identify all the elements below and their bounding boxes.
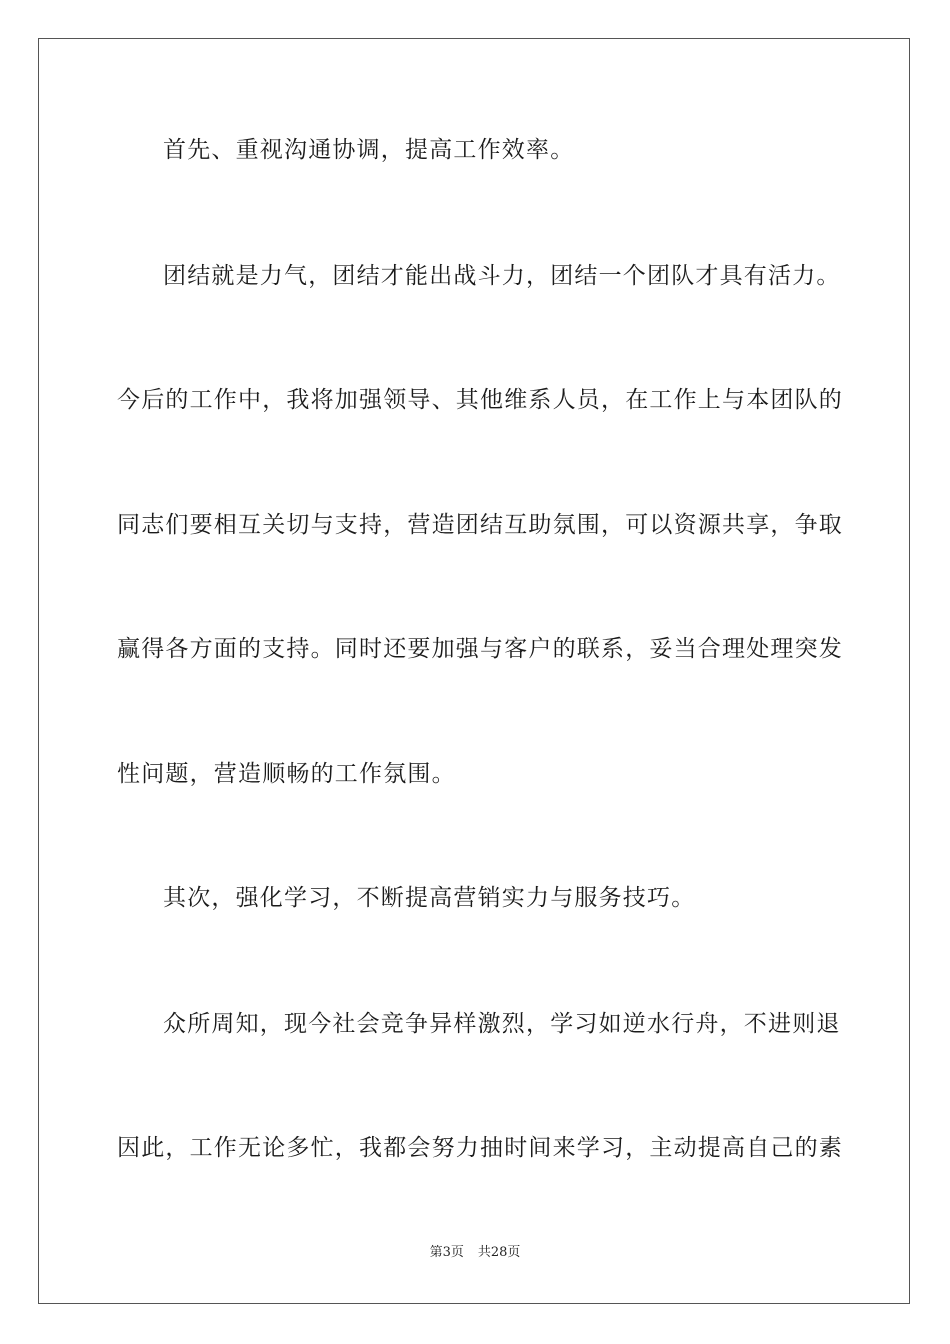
paragraph-line-6: 性问题，营造顺畅的工作氛围。 [117,761,456,787]
paragraph-line-7: 其次，强化学习，不断提高营销实力与服务技巧。 [163,885,696,911]
paragraph-line-4: 同志们要相互关切与支持，营造团结互助氛围，可以资源共享，争取 [117,512,843,538]
total-pages: 共28页 [477,1245,521,1260]
paragraph-line-8: 众所周知，现今社会竞争异样激烈，学习如逆水行舟，不进则退 [163,1011,841,1037]
paragraph-line-2: 团结就是力气，团结才能出战斗力，团结一个团队才具有活力。 [163,263,841,289]
page-frame [38,38,910,1304]
paragraph-line-1: 首先、重视沟通协调，提高工作效率。 [163,137,575,163]
current-page-number: 第3页 [429,1245,464,1260]
paragraph-line-5: 赢得各方面的支持。同时还要加强与客户的联系，妥当合理处理突发 [117,636,843,662]
paragraph-line-3: 今后的工作中，我将加强领导、其他维系人员，在工作上与本团队的 [117,387,843,413]
page-footer [0,1244,950,1262]
paragraph-line-9: 因此，工作无论多忙，我都会努力抽时间来学习，主动提高自己的素 [117,1135,843,1161]
